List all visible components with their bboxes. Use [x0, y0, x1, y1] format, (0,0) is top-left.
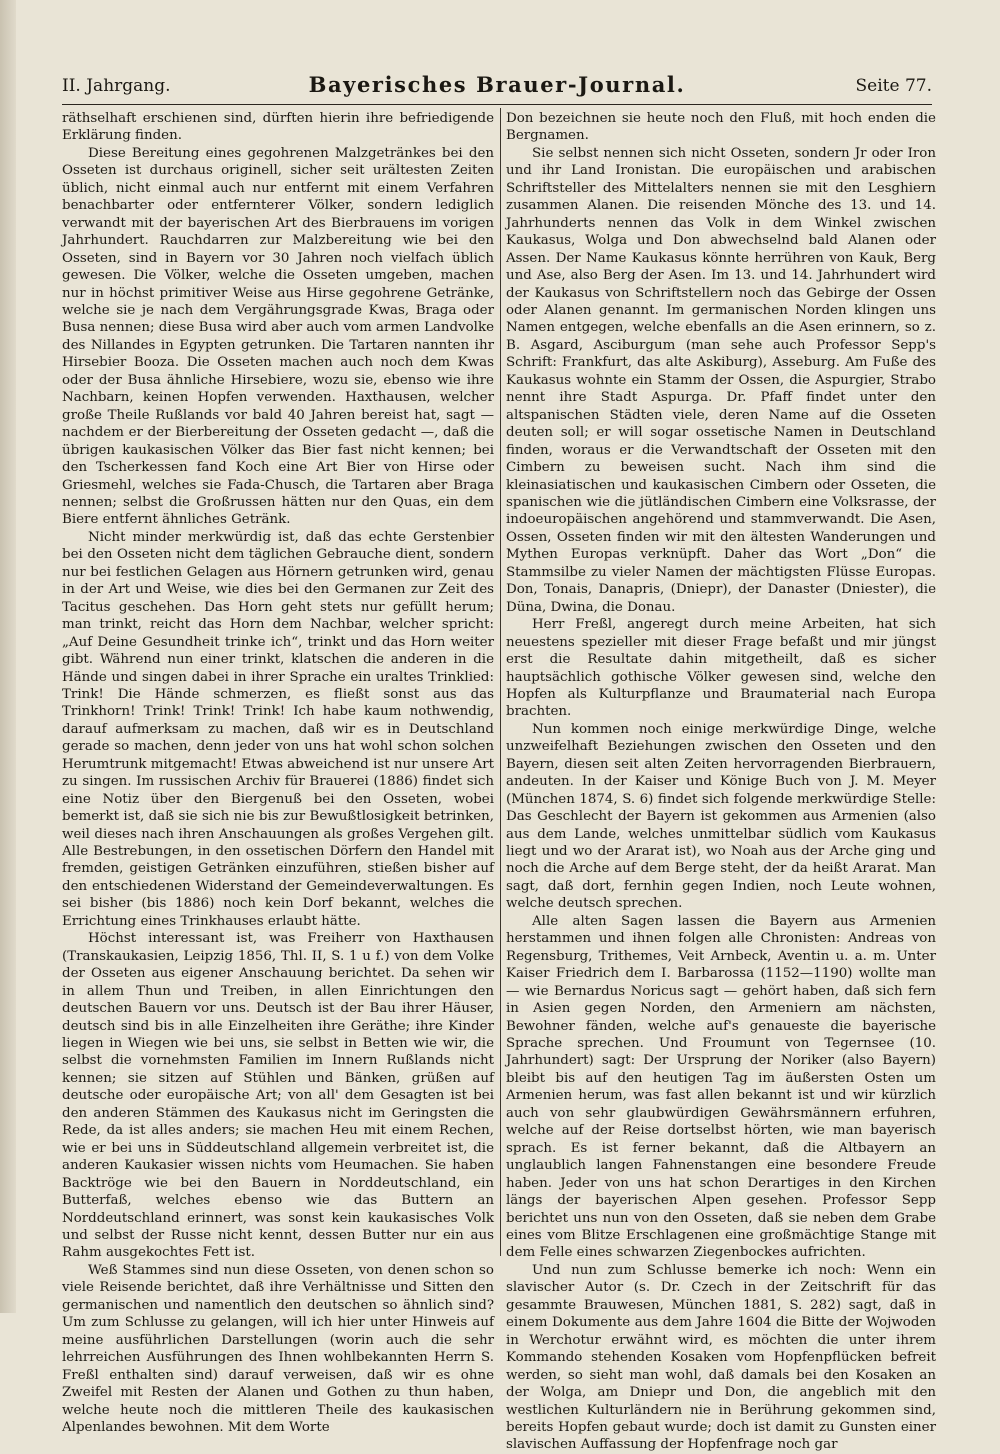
- column-divider: [500, 108, 501, 1256]
- right-column: [506, 110, 936, 1453]
- paragraph: Nicht minder merkwürdig ist, daß das echte Gerstenbier bei den Osseten nicht dem täglichen Gebrauche dient, sondern nur bei festlichen Gelagen aus Hörnern getrunken wird, genau in der Art und Weise, wie dies bei den Germanen zur Zeit des Tacitus geschehen. Das Horn geht stets nur gefüllt herum; man trinkt, reicht das Horn dem Nachbar, welcher spricht: „Auf Deine Gesundheit trinke ich“, trinkt und das Horn weiter gibt. Während nun einer trinkt, klatschen die anderen in die Hände und singen dabei in ihrer Sprache ein uraltes Trinklied: Trink! Die Hände schmerzen, es fließt sonst aus das Trinkhorn! Trink! Trink! Trink! Ich habe kaum nothwendig, darauf aufmerksam zu machen, daß wir es in Deutschland gerade so machen, denn jeder von uns hat wohl schon solchen Herumtrunk mitgemacht! Etwas abweichend ist nur unsere Art zu singen. Im russischen Archiv für Brauerei (1886) findet sich eine Notiz über den Biergenuß bei den Osseten, wobei bemerkt ist, daß sie sich nie bis zur Bewußtlosigkeit betrinken, weil dieses nach ihren Anschauungen als großes Vergehen gilt. Alle Bestrebungen, in den ossetischen Dörfern den Handel mit fremden, geistigen Getränken einzuführen, stießen bisher auf den entschiedenen Widerstand der Gemeindeverwaltungen. Es sei bisher (bis 1886) noch kein Dorf bekannt, welches die Errichtung eines Trinkhauses erlaubt hätte.: [62, 529, 494, 929]
- journal-title: Bayerisches Brauer-Journal.: [308, 72, 686, 97]
- paragraph: Herr Freßl, angeregt durch meine Arbeiten, hat sich neuestens spezieller mit dieser Frage befaßt und mir jüngst erst die Resultate dahin mitgetheilt, daß es sicher hauptsächlich gothische Völker gewesen sind, welche den Hopfen als Kulturpflanze und Braumaterial nach Europa brachten.: [506, 617, 936, 720]
- paragraph: Höchst interessant ist, was Freiherr von Haxthausen (Transkaukasien, Leipzig 1856, Thl. II, S. 1 u f.) von dem Volke der Osseten aus eigener Anschauung berichtet. Da sehen wir in allem Thun und Treiben, in allen Einrichtungen den deutschen Bauern vor uns. Deutsch ist der Bau ihrer Häuser, deutsch sind bis in alle Einzelheiten ihre Geräthe; ihre Kinder liegen in Wiegen wie bei uns, sie selbst in Betten wie wir, die selbst die vornehmsten Familien im Innern Rußlands nicht kennen; sie sitzen auf Stühlen und Bänken, grüßen auf deutsche oder europäische Art; von all' dem Gesagten ist bei den anderen Stämmen des Kaukasus nicht im Geringsten die Rede, da ist alles anders; sie machen Heu mit einem Rechen, wie er bei uns in Süddeutschland allgemein verbreitet ist, die anderen Kaukasier wissen nichts vom Heumachen. Sie haben Backtröge wie bei den Bauern in Norddeutschland, ein Butterfaß, welches ebenso wie das Buttern an Norddeutschland erinnert, was sonst kein kaukasisches Volk und selbst der Russe nicht kennt, dessen Butter nur ein aus Rahm ausgekochtes Fett ist.: [62, 931, 494, 1261]
- page-number: Seite 77.: [855, 76, 932, 96]
- paragraph: räthselhaft erschienen sind, dürften hierin ihre befriedigende Erklärung finden.: [62, 111, 494, 144]
- paragraph: Sie selbst nennen sich nicht Osseten, sondern Jr oder Iron und ihr Land Ironistan. Die europäischen und arabischen Schriftsteller des Mittelalters nennen sie mit den Lesghiern zusammen Alanen. Die reisenden Mönche des 13. und 14. Jahrhunderts nennen das Volk in dem Winkel zwischen Kaukasus, Wolga und Don abwechselnd bald Alanen oder Assen. Der Name Kaukasus könnte herrühren von Kauk, Berg und Ase, also Berg der Asen. Im 13. und 14. Jahrhundert wird der Kaukasus von Schriftstellern noch das Gebirge der Ossen oder Alanen genannt. Im germanischen Norden klingen uns Namen entgegen, welche ebenfalls an die Asen erinnern, so z. B. Asgard, Asciburgum (man sehe auch Professor Sepp's Schrift: Frankfurt, das alte Askiburg), Asseburg. Am Fuße des Kaukasus wohnte ein Stamm der Ossen, die Aspurgier, Strabo nennt ihre Stadt Aspurga. Dr. Pfaff findet unter den altspanischen Städten viele, deren Name auf die Osseten deuten soll; er will sogar ossetische Namen in Deutschland finden, woraus er die Verwandtschaft der Osseten mit den Cimbern zu beweisen sucht. Nach ihm sind die kleinasiatischen und kaukasischen Cimbern oder Osseten, die spanischen wie die jütländischen Cimbern eine Volksrasse, der indoeuropäischen angehörend und stammverwandt. Die Asen, Ossen, Osseten finden wir mit den ältesten Wanderungen und Mythen Europas verknüpft. Daher das Wort „Don“ die Stammsilbe zu vieler Namen der mächtigsten Flüsse Europas. Don, Tonais, Danapris, (Dniepr), der Danaster (Dniester), die Düna, Dwina, die Donau.: [506, 145, 936, 615]
- header-rule: [62, 104, 932, 105]
- volume-label: II. Jahrgang.: [62, 76, 171, 96]
- paragraph: Nun kommen noch einige merkwürdige Dinge, welche unzweifelhaft Beziehungen zwischen den Osseten und den Bayern, diesen seit alten Zeiten hervorragenden Bierbrauern, andeuten. In der Kaiser und Könige Buch von J. M. Meyer (München 1874, S. 6) findet sich folgende merkwürdige Stelle: Das Geschlecht der Bayern ist gekommen aus Armenien (also aus dem Lande, welches unmittelbar südlich vom Kaukasus liegt und wo der Ararat ist), wo Noah aus der Arche ging und noch die Arche auf dem Berge steht, der da heißt Ararat. Man sagt, daß dort, fernhin gegen Indien, noch Leute wohnen, welche deutsch sprechen.: [506, 721, 936, 912]
- paragraph: Diese Bereitung eines gegohrenen Malzgetränkes bei den Osseten ist durchaus originell, sicher seit urältesten Zeiten üblich, nicht einmal auch nur entfernt mit einem Verfahren benachbarter oder entfernterer Völker, sondern lediglich verwandt mit der bayerischen Art des Bierbrauens im vorigen Jahrhundert. Rauchdarren zur Malzbereitung wie bei den Osseten, sind in Bayern vor 30 Jahren noch vielfach üblich gewesen. Die Völker, welche die Osseten umgeben, machen nur in höchst primitiver Weise aus Hirse gegohrene Getränke, welche sie je nach dem Vergährungsgrade Kwas, Braga oder Busa nennen; diese Busa wird aber auch vom armen Landvolke des Nillandes in Egypten getrunken. Die Tartaren nannten ihr Hirsebier Booza. Die Osseten machen auch noch dem Kwas oder der Busa ähnliche Hirsebiere, wozu sie, ebenso wie ihre Nachbarn, keinen Hopfen verwenden. Haxthausen, welcher große Theile Rußlands vor bald 40 Jahren bereist hat, sagt — nachdem er der Bierbereitung der Osseten gedacht —, daß die übrigen kaukasischen Völker das Bier fast nicht kennen; bei den Tscherkessen fand Koch eine Art Bier von Hirse oder Griesmehl, welches sie Fada-Chusch, die Tartaren aber Braga nennen; selbst die Großrussen hätten nur den Quas, ein dem Biere entfernt ähnliches Getränk.: [62, 145, 494, 528]
- paragraph: Und nun zum Schlusse bemerke ich noch: Wenn ein slavischer Autor (s. Dr. Czech in der Zeitschrift für das gesammte Brauwesen, München 1881, S. 282) sagt, daß in einem Dokumente aus dem Jahre 1604 die Bitte der Wojwoden in Werchotur erwähnt wird, es möchten die unter ihrem Kommando stehenden Kosaken vom Hopfenpflücken befreit werden, so sieht man wohl, daß damals bei den Kosaken an der Wolga, am Dniepr und Don, die angeblich mit den westlichen Kulturländern nie in Berührung gekommen sind, bereits Hopfen gebaut wurde; doch ist damit zu Gunsten einer slavischen Auffassung der Hopfenfrage noch gar: [506, 1262, 936, 1453]
- paragraph: Alle alten Sagen lassen die Bayern aus Armenien herstammen und ihnen folgen alle Chronisten: Andreas von Regensburg, Trithemes, Veit Arnbeck, Aventin u. a. m. Unter Kaiser Friedrich dem I. Barbarossa (1152—1190) wollte man — wie Bernardus Noricus sagt — gehört haben, daß sich fern in Asien gegen Norden, den Armeniern am nächsten, Bewohner fänden, welche auf's genaueste die bayerische Sprache sprechen. Und Froumunt von Tegernsee (10. Jahrhundert) sagt: Der Ursprung der Noriker (also Bayern) bleibt bis auf den heutigen Tag im äußersten Osten um Armenien herum, was fast allen bekannt ist und wir kürzlich auch von sehr glaubwürdigen Gewährsmännern erfuhren, welche auf der Reise dortselbst hörten, wie man bayerisch sprach. Es ist ferner bekannt, daß die Altbayern an unglaublich langen Fahnenstangen eine besondere Freude haben. Jeder von uns hat schon Derartiges in den Kirchen längs der bayerischen Alpen gesehen. Professor Sepp berichtet uns nun von den Osseten, daß sie neben dem Grabe eines vom Blitze Erschlagenen eine großmächtige Stange mit dem Felle eines schwarzen Ziegenbockes aufrichten.: [506, 913, 936, 1261]
- page-header: [62, 72, 932, 102]
- paragraph: Don bezeichnen sie heute noch den Fluß, mit hoch enden die Bergnamen.: [506, 111, 936, 144]
- left-column: [62, 110, 494, 1435]
- adjacent-page-edge: [0, 0, 16, 1313]
- paragraph: Weß Stammes sind nun diese Osseten, von denen schon so viele Reisende berichtet, daß ihre Verhältnisse und Sitten den germanischen und namentlich den deutschen so ähnlich sind? Um zum Schlusse zu gelangen, will ich hier unter Hinweis auf meine ausführlichen Darstellungen (worin auch die sehr lehrreichen Ausführungen des Ihnen wohlbekannten Herrn S. Freßl enthalten sind) darauf verweisen, daß wir es ohne Zweifel mit Resten der Alanen und Gothen zu thun haben, welche heute noch die mittleren Theile des kaukasischen Alpenlandes bewohnen. Mit dem Worte: [62, 1262, 494, 1435]
